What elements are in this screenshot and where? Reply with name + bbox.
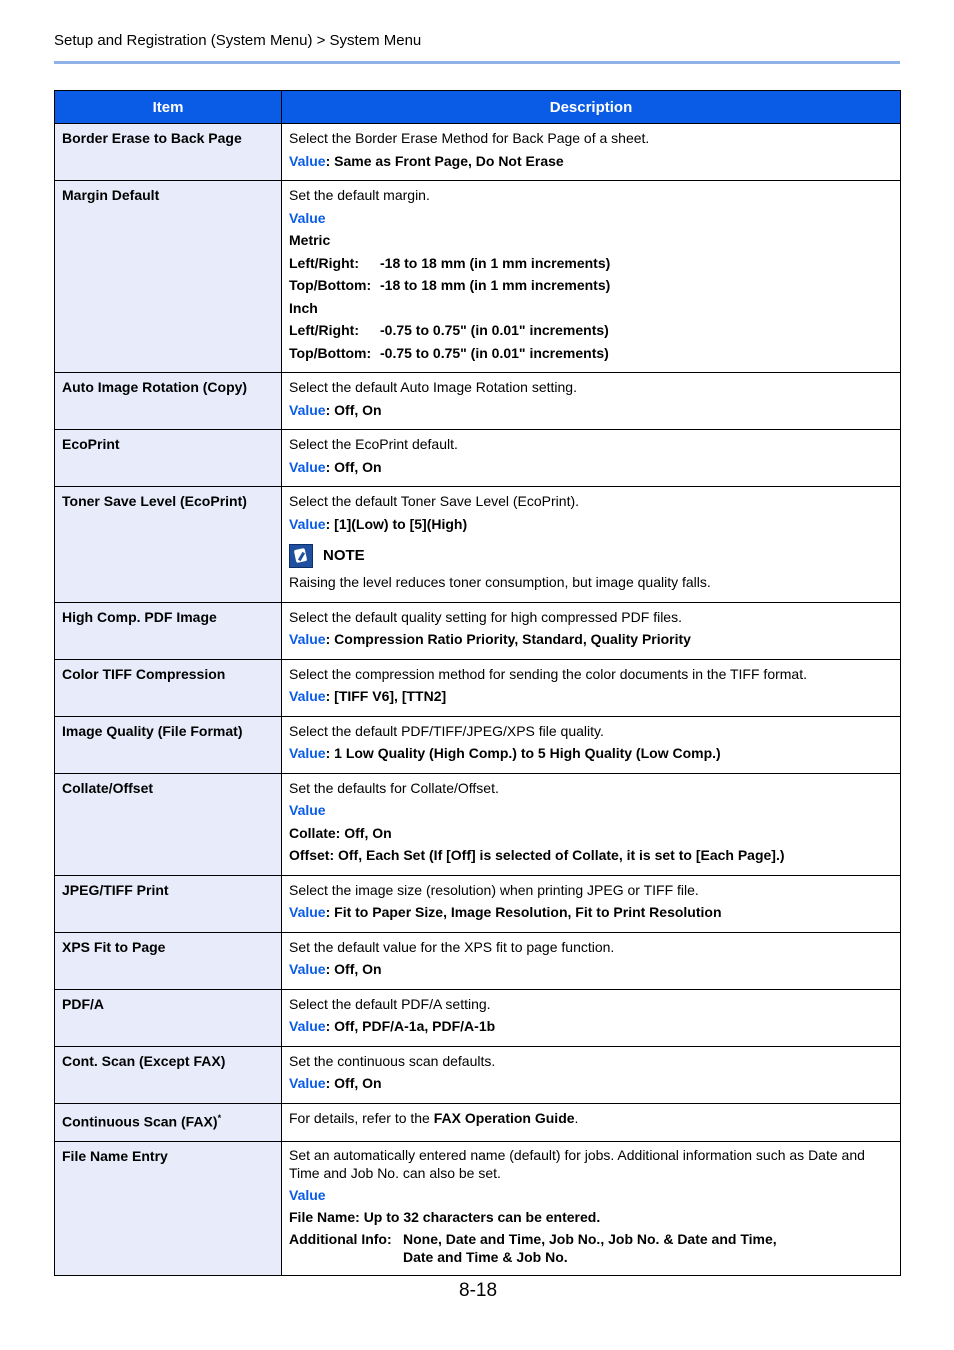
additional-info-value-1: None, Date and Time, Job No., Job No. & Date and Time,	[403, 1230, 777, 1247]
item-cell: Auto Image Rotation (Copy)	[55, 373, 282, 430]
description-text: Select the image size (resolution) when printing JPEG or TIFF file.	[289, 881, 699, 898]
item-cell: Collate/Offset	[55, 773, 282, 875]
description-text: Select the default Auto Image Rotation setting.	[289, 379, 577, 395]
description-cell: Select the default quality setting for high compressed PDF files. Value: Compression Ratio Priority, Standard, Quality Priority	[282, 602, 901, 659]
breadcrumb: Setup and Registration (System Menu) > System Menu	[54, 32, 422, 49]
description-cell	[282, 1141, 901, 1275]
value-label: Value	[289, 904, 326, 920]
footnote-marker: *	[217, 1112, 222, 1123]
description-cell: Select the default Toner Save Level (EcoPrint). Value: [1](Low) to [5](High) NOTE Raising the level reduces toner consumption, but image quality falls.	[282, 487, 901, 603]
value-label: Value	[289, 515, 326, 532]
note-icon	[289, 544, 313, 568]
table-row	[55, 989, 901, 1046]
inch-tb-label: Top/Bottom:	[289, 344, 372, 361]
table-row	[55, 773, 901, 875]
value-label: Value	[289, 1075, 326, 1091]
description-text: Select the Border Erase Method for Back Page of a sheet.	[289, 130, 650, 146]
value-text: Compression Ratio Priority, Standard, Quality Priority	[334, 631, 691, 647]
table-row	[55, 487, 901, 603]
value-text: Off, On	[334, 458, 382, 475]
value-text: [1](Low) to [5](High)	[334, 515, 468, 532]
item-cell: PDF/A	[55, 989, 282, 1046]
description-suffix: .	[574, 1109, 579, 1126]
item-cell: Color TIFF Compression	[55, 659, 282, 716]
description-text: Set the default value for the XPS fit to page function.	[289, 938, 615, 955]
note-text: Raising the level reduces toner consumption, but image quality falls.	[289, 574, 711, 590]
inch-lr-value: -0.75 to 0.75" (in 0.01" increments)	[380, 322, 609, 338]
description-cell	[282, 1103, 901, 1141]
table-row	[55, 659, 901, 716]
value-label: Value	[289, 631, 326, 647]
collate-value: Collate: Off, On	[289, 824, 392, 841]
item-cell: Margin Default	[55, 181, 282, 373]
table-row	[55, 602, 901, 659]
column-header-description: Description	[282, 91, 901, 124]
description-cell: Set the default value for the XPS fit to page function. Value: Off, On	[282, 932, 901, 989]
value-text: 1 Low Quality (High Comp.) to 5 High Quality (Low Comp.)	[334, 745, 721, 761]
description-text: Select the default Toner Save Level (EcoPrint).	[289, 493, 580, 509]
description-text: Set the continuous scan defaults.	[289, 1052, 496, 1069]
value-label: Value	[289, 802, 326, 818]
value-text: Off, On	[334, 401, 382, 418]
description-text: Select the default PDF/TIFF/JPEG/XPS file quality.	[289, 722, 604, 739]
value-label: Value	[289, 1186, 326, 1203]
value-text: Off, PDF/A-1a, PDF/A-1b	[334, 1018, 496, 1034]
item-cell: Image Quality (File Format)	[55, 716, 282, 773]
table-row	[55, 373, 901, 430]
description-cell: Select the EcoPrint default. Value: Off, On	[282, 430, 901, 487]
offset-value: Offset: Off, Each Set (If [Off] is selected of Collate, it is set to [Each Page].)	[289, 847, 785, 863]
fax-guide-reference: FAX Operation Guide	[433, 1109, 575, 1126]
table-row	[55, 1046, 901, 1103]
item-label: Continuous Scan (FAX)	[62, 1113, 218, 1130]
description-cell: Select the default PDF/TIFF/JPEG/XPS file quality. Value: 1 Low Quality (High Comp.) to 5 High Quality (Low Comp.)	[282, 716, 901, 773]
column-header-item: Item	[55, 91, 282, 124]
table-row	[55, 932, 901, 989]
item-cell: EcoPrint	[55, 430, 282, 487]
value-text: Fit to Paper Size, Image Resolution, Fit to Print Resolution	[334, 904, 722, 920]
description-text: Set an automatically entered name (default) for jobs. Additional information such as Date and Time and Job No. can also be set.	[289, 1146, 865, 1181]
table-header-row	[55, 91, 901, 124]
description-text: Select the default quality setting for high compressed PDF files.	[289, 608, 682, 625]
inch-lr-label: Left/Right:	[289, 322, 359, 338]
item-cell: XPS Fit to Page	[55, 932, 282, 989]
table-row	[55, 716, 901, 773]
description-cell: Select the compression method for sending the color documents in the TIFF format. Value: [TIFF V6], [TTN2]	[282, 659, 901, 716]
description-cell	[282, 181, 901, 373]
inch-heading: Inch	[289, 299, 318, 316]
item-cell: JPEG/TIFF Print	[55, 875, 282, 932]
table-row	[55, 875, 901, 932]
description-text: Select the EcoPrint default.	[289, 436, 458, 452]
description-text: Select the compression method for sending the color documents in the TIFF format.	[289, 665, 807, 682]
value-label: Value	[289, 209, 326, 226]
description-cell	[282, 773, 901, 875]
description-text: Set the default margin.	[289, 187, 430, 203]
item-cell: File Name Entry	[55, 1141, 282, 1275]
additional-info-label: Additional Info:	[289, 1230, 392, 1247]
description-text: Select the default PDF/A setting.	[289, 995, 491, 1012]
value-text: Off, On	[334, 1075, 382, 1091]
value-text: [TIFF V6], [TTN2]	[334, 688, 447, 704]
metric-tb-label: Top/Bottom:	[289, 277, 372, 293]
value-label: Value	[289, 1018, 326, 1034]
settings-table	[54, 90, 901, 1276]
description-cell: Select the default PDF/A setting. Value: Off, PDF/A-1a, PDF/A-1b	[282, 989, 901, 1046]
table-row	[55, 1141, 901, 1275]
value-label: Value	[289, 152, 326, 169]
inch-tb-value: -0.75 to 0.75" (in 0.01" increments)	[380, 344, 609, 361]
metric-tb-value: -18 to 18 mm (in 1 mm increments)	[380, 277, 611, 293]
metric-heading: Metric	[289, 232, 331, 248]
page-number: 8-18	[459, 1280, 498, 1301]
description-cell: Select the default Auto Image Rotation setting. Value: Off, On	[282, 373, 901, 430]
value-text: Off, On	[334, 961, 382, 977]
item-cell: Toner Save Level (EcoPrint)	[55, 487, 282, 603]
header-divider	[54, 61, 900, 64]
table-row	[55, 430, 901, 487]
description-cell: Select the image size (resolution) when printing JPEG or TIFF file. Value: Fit to Paper Size, Image Resolution, Fit to Print Resolution	[282, 875, 901, 932]
table-row	[55, 181, 901, 373]
item-cell: Cont. Scan (Except FAX)	[55, 1046, 282, 1103]
value-label: Value	[289, 401, 326, 418]
table-row	[55, 1103, 901, 1141]
additional-info-value-2: Date and Time & Job No.	[403, 1248, 568, 1265]
value-label: Value	[289, 458, 326, 475]
value-text: Same as Front Page, Do Not Erase	[334, 152, 564, 169]
description-text: Set the defaults for Collate/Offset.	[289, 779, 499, 796]
value-label: Value	[289, 688, 326, 704]
file-name-value: File Name: Up to 32 characters can be entered.	[289, 1208, 601, 1225]
item-cell: High Comp. PDF Image	[55, 602, 282, 659]
description-text: For details, refer to the	[289, 1109, 434, 1126]
note-title: NOTE	[323, 546, 365, 564]
metric-lr-value: -18 to 18 mm (in 1 mm increments)	[380, 254, 611, 271]
description-cell: Set the continuous scan defaults. Value: Off, On	[282, 1046, 901, 1103]
value-label: Value	[289, 745, 326, 761]
metric-lr-label: Left/Right:	[289, 254, 359, 271]
description-cell: Select the Border Erase Method for Back Page of a sheet. Value: Same as Front Page, Do Not Erase	[282, 124, 901, 181]
item-cell: Border Erase to Back Page	[55, 124, 282, 181]
value-label: Value	[289, 961, 326, 977]
table-row	[55, 124, 901, 181]
item-cell	[55, 1103, 282, 1141]
